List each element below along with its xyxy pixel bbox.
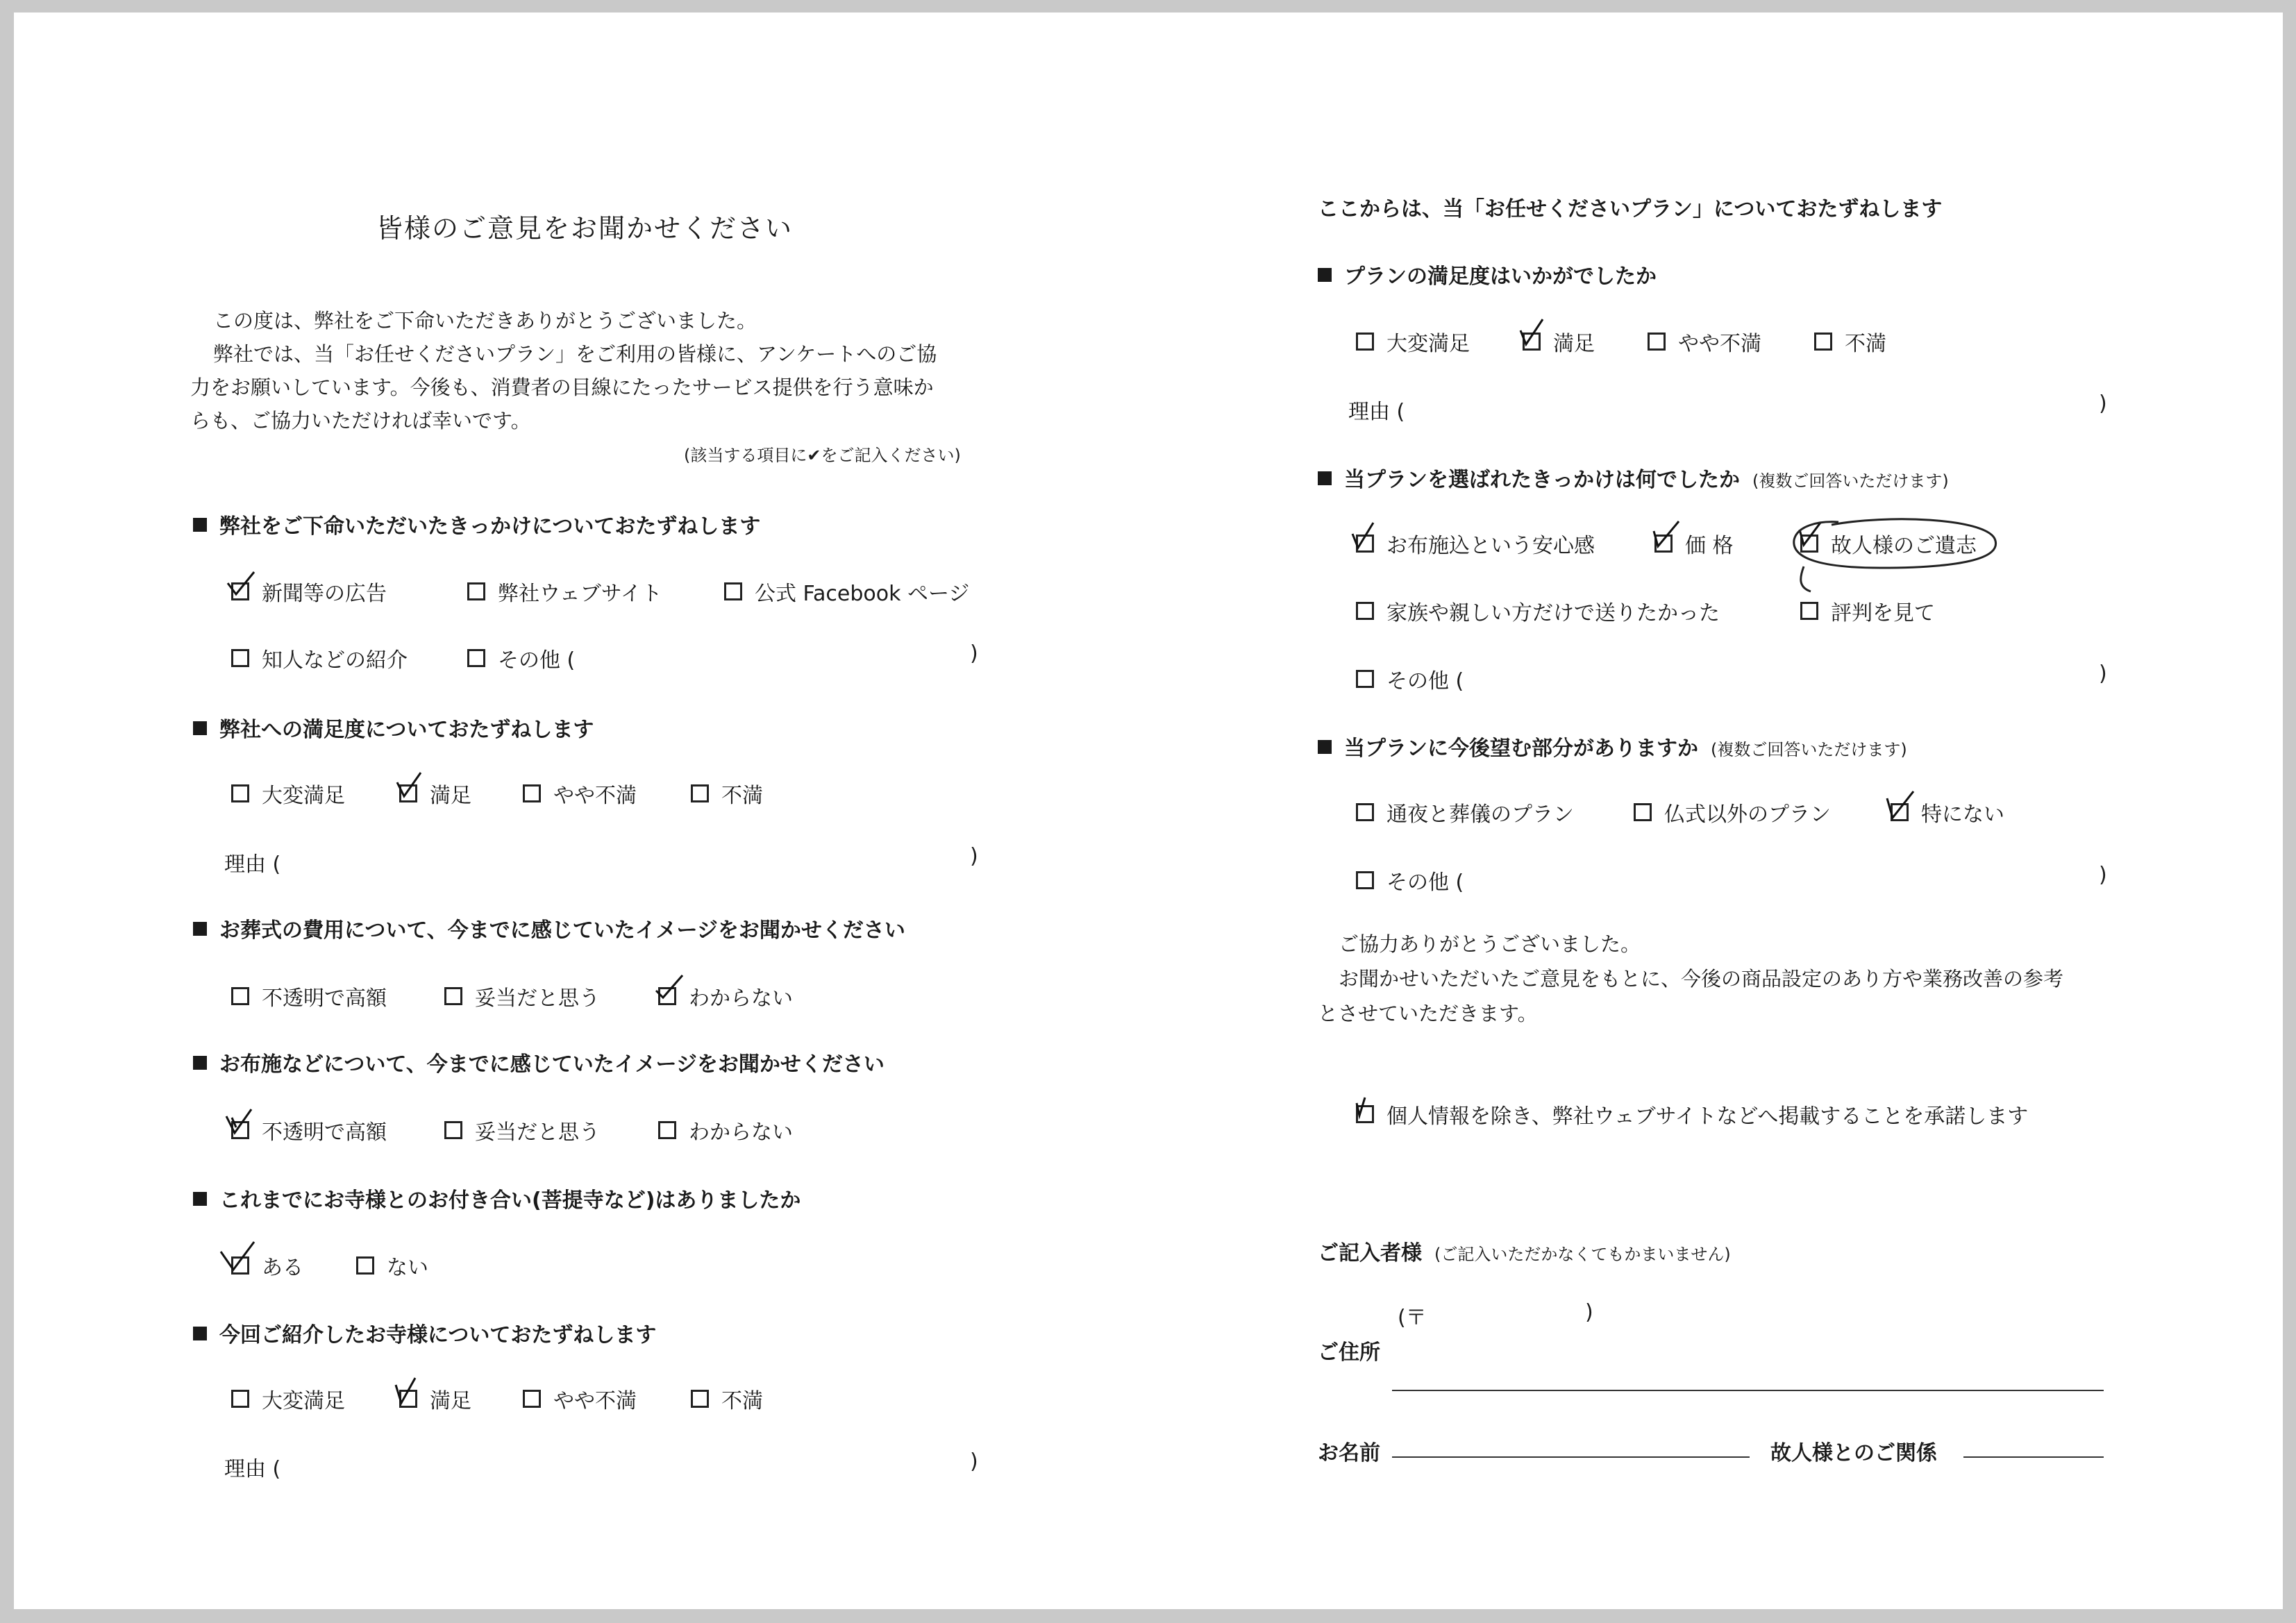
writer-note: (ご記入いただかなくてもかまいません) (1434, 1245, 1731, 1264)
q1-option-referral[interactable] (231, 643, 408, 673)
checkbox[interactable] (1356, 871, 1374, 889)
option-label: 満足 (430, 1389, 471, 1413)
checkmark-icon (226, 571, 257, 598)
q3-label: お葬式の費用について、今までに感じていたイメージをお聞かせください (219, 918, 905, 943)
q8-option-price[interactable] (1654, 528, 1734, 559)
checkbox[interactable] (523, 784, 541, 802)
q4-option-unknown[interactable] (658, 1115, 793, 1145)
bullet-square (193, 518, 207, 532)
q1-heading (193, 509, 760, 539)
name-label: お名前 (1318, 1441, 1380, 1465)
checkbox[interactable] (523, 1390, 541, 1408)
option-label: 不透明で高額 (262, 986, 387, 1011)
option-label: その他 ( (1386, 669, 1464, 693)
checkbox[interactable] (1891, 803, 1909, 821)
checkbox[interactable] (231, 1256, 249, 1275)
checkmark-icon (653, 975, 684, 1003)
writer-heading (1318, 1236, 1731, 1266)
q2-option-satisfied[interactable] (399, 778, 471, 809)
checkmark-icon (1886, 791, 1916, 819)
q7-close-paren: ) (2099, 392, 2107, 416)
q4-heading (193, 1047, 885, 1077)
checkbox[interactable] (1814, 333, 1832, 351)
q7-option-very-satisfied[interactable] (1356, 326, 1470, 357)
q3-heading (193, 913, 905, 943)
handwritten-circle-icon (1783, 511, 2006, 601)
bullet-square (193, 1056, 207, 1070)
q6-close-paren: ) (970, 1449, 978, 1474)
bullet-square (1318, 268, 1332, 282)
checkmark-icon (394, 1378, 425, 1406)
checkbox[interactable] (1356, 333, 1374, 351)
checkbox[interactable] (1654, 535, 1673, 553)
bullet-square (1318, 471, 1332, 485)
checkbox[interactable] (691, 1390, 709, 1408)
option-label: 新聞等の広告 (262, 582, 387, 606)
option-label: 満足 (430, 784, 471, 808)
q7-heading (1318, 259, 1657, 289)
q8-heading (1318, 462, 1949, 493)
checkmark-icon (1351, 523, 1382, 550)
option-label: 大変満足 (262, 784, 345, 808)
checkbox[interactable] (467, 649, 485, 667)
q6-option-unsatisfied[interactable] (691, 1384, 763, 1414)
option-label: 大変満足 (1386, 332, 1470, 356)
q5-option-yes[interactable] (231, 1250, 303, 1281)
q8-option-other[interactable] (1356, 664, 1464, 694)
checkbox[interactable] (444, 987, 462, 1005)
relation-label: 故人様とのご関係 (1770, 1441, 1937, 1465)
option-label: 通夜と葬儀のプラン (1386, 802, 1574, 827)
consent-option[interactable] (1356, 1099, 2028, 1129)
option-label: 家族や親しい方だけで送りたかった (1386, 601, 1720, 625)
q3-option-reasonable[interactable] (444, 981, 600, 1011)
option-label: ない (387, 1256, 428, 1280)
postal-open: (〒 (1398, 1306, 1427, 1330)
q9-label: 当プランに今後望む部分がありますか (1344, 737, 1698, 761)
q1-option-facebook[interactable] (724, 576, 969, 607)
q9-close-paren: ) (2099, 863, 2107, 887)
option-label: わからない (689, 986, 793, 1011)
checkmark-icon (394, 773, 425, 800)
q4-option-reasonable[interactable] (444, 1115, 600, 1145)
option-label: 価 格 (1685, 534, 1734, 558)
checkbox[interactable] (231, 784, 249, 802)
option-label: やや不満 (553, 784, 637, 808)
q8-close-paren: ) (2099, 662, 2107, 686)
checkbox[interactable] (231, 1121, 249, 1139)
bullet-square (193, 721, 207, 735)
checkbox[interactable] (1523, 333, 1541, 351)
q6-option-somewhat-unsatisfied[interactable] (523, 1384, 637, 1414)
q9-option-non-buddhist[interactable] (1634, 797, 1831, 827)
bullet-square (193, 922, 207, 936)
checkbox[interactable] (444, 1121, 462, 1139)
page-title: 皆様のご意見をお聞かせください (376, 213, 794, 244)
bullet-square (193, 1327, 207, 1340)
checkbox[interactable] (231, 649, 249, 667)
q2-option-somewhat-unsatisfied[interactable] (523, 778, 637, 809)
option-label: 特にない (1921, 802, 2004, 827)
writer-label: ご記入者様 (1318, 1241, 1422, 1265)
q2-reason-label[interactable]: 理由 ( (224, 852, 281, 877)
q6-label: 今回ご紹介したお寺様についておたずねします (219, 1323, 657, 1347)
checkbox[interactable] (1356, 1105, 1374, 1123)
option-label: 妥当だと思う (475, 1120, 600, 1145)
q5-label: これまでにお寺様とのお付き合い(菩提寺など)はありましたか (219, 1188, 801, 1213)
consent-label: 個人情報を除き、弊社ウェブサイトなどへ掲載することを承諾します (1386, 1104, 2029, 1129)
option-label: 大変満足 (262, 1389, 345, 1413)
q2-label: 弊社への満足度についておたずねします (219, 718, 594, 742)
option-label: お布施込という安心感 (1386, 534, 1595, 558)
q7-option-somewhat-unsatisfied[interactable] (1648, 326, 1761, 357)
q3-option-opaque[interactable] (231, 981, 387, 1011)
option-label: 不満 (721, 1389, 763, 1413)
checkbox[interactable] (1356, 535, 1374, 553)
option-label: 公式 Facebook ページ (755, 582, 970, 606)
q7-option-unsatisfied[interactable] (1814, 326, 1886, 357)
checkbox[interactable] (1356, 670, 1374, 688)
checkbox[interactable] (1356, 803, 1374, 821)
instruction-note: (該当する項目に✔をご記入ください) (684, 446, 961, 465)
intro-line-4: らも、ご協力いただければ幸いです。 (190, 409, 531, 432)
q8-option-reputation[interactable] (1800, 596, 1935, 626)
plan-section-header: ここからは、当「お任せくださいプラン」についておたずねします (1318, 197, 1943, 221)
intro-line-3: 力をお願いしています。今後も、消費者の目線にたったサービス提供を行う意味か (190, 376, 934, 399)
closing-line-1: ご協力ありがとうございました。 (1339, 932, 1641, 956)
q1-label: 弊社をご下命いただいたきっかけについておたずねします (219, 514, 761, 539)
option-label: 評判を見て (1831, 601, 1935, 625)
q6-option-very-satisfied[interactable] (231, 1384, 345, 1414)
survey-sheet (14, 12, 2283, 1609)
checkmark-icon (1650, 523, 1680, 550)
q5-option-no[interactable] (356, 1250, 428, 1281)
option-label: 満足 (1553, 332, 1595, 356)
bullet-square (193, 1192, 207, 1206)
option-label: やや不満 (1678, 332, 1761, 356)
option-label: 故人様のご遺志 (1831, 534, 1977, 558)
q4-option-opaque[interactable] (231, 1115, 387, 1145)
q9-heading (1318, 731, 1907, 762)
intro-line-2: 弊社では、当「お任せくださいプラン」をご利用の皆様に、アンケートへのご協 (213, 342, 937, 366)
option-label: 不満 (721, 784, 763, 808)
option-label: 仏式以外のプラン (1664, 802, 1831, 827)
option-label: 知人などの紹介 (262, 648, 408, 673)
intro-line-1: この度は、弊社をご下命いただきありがとうございました。 (213, 309, 757, 333)
q2-close-paren: ) (970, 844, 978, 868)
q1-option-other[interactable] (467, 643, 575, 673)
checkmark-icon (226, 1245, 257, 1272)
option-label: 妥当だと思う (475, 986, 600, 1011)
q1-close-paren: ) (970, 641, 978, 666)
checkbox[interactable] (399, 784, 417, 802)
q5-heading (193, 1183, 801, 1213)
q6-option-satisfied[interactable] (399, 1384, 471, 1414)
q9-note: (複数ご回答いただけます) (1711, 740, 1907, 759)
checkmark-icon (226, 1109, 257, 1137)
q9-option-none[interactable] (1891, 797, 2004, 827)
q7-label: プランの満足度はいかがでしたか (1344, 264, 1657, 289)
q6-heading (193, 1318, 656, 1348)
option-label: 弊社ウェブサイト (498, 582, 662, 606)
checkmark-icon (1351, 1093, 1382, 1121)
name-field[interactable] (1392, 1456, 1750, 1458)
option-label: 不満 (1845, 332, 1886, 356)
q8-option-family-only[interactable] (1356, 596, 1720, 626)
q8-note: (複数ご回答いただけます) (1752, 471, 1949, 491)
q3-option-unknown[interactable] (658, 981, 793, 1011)
checkbox[interactable] (231, 582, 249, 600)
checkbox[interactable] (231, 987, 249, 1005)
checkbox[interactable] (724, 582, 742, 600)
q7-option-satisfied[interactable] (1523, 326, 1595, 357)
bullet-square (1318, 740, 1332, 754)
option-label: やや不満 (553, 1389, 637, 1413)
q6-reason-label[interactable]: 理由 ( (224, 1457, 281, 1481)
checkmark-icon (1518, 321, 1548, 348)
checkbox[interactable] (467, 582, 485, 600)
checkbox[interactable] (399, 1390, 417, 1408)
q1-option-newspaper[interactable] (231, 576, 387, 607)
option-label: 不透明で高額 (262, 1120, 387, 1145)
relation-field[interactable] (1963, 1456, 2104, 1458)
option-label: ある (262, 1256, 303, 1280)
q2-option-unsatisfied[interactable] (691, 778, 763, 809)
option-label: その他 ( (498, 648, 576, 673)
address-field[interactable] (1392, 1390, 2104, 1391)
closing-line-2: お聞かせいただいたご意見をもとに、今後の商品設定のあり方や業務改善の参考 (1339, 967, 2064, 991)
checkbox[interactable] (1648, 333, 1666, 351)
address-label: ご住所 (1318, 1340, 1380, 1365)
q1-option-website[interactable] (467, 576, 662, 607)
checkbox[interactable] (1800, 602, 1818, 620)
checkbox[interactable] (231, 1390, 249, 1408)
q7-reason-label[interactable]: 理由 ( (1348, 400, 1405, 424)
q4-label: お布施などについて、今までに感じていたイメージをお聞かせください (219, 1052, 885, 1077)
q8-label: 当プランを選ばれたきっかけは何でしたか (1344, 468, 1740, 492)
postal-close: ) (1585, 1300, 1593, 1325)
q2-option-very-satisfied[interactable] (231, 778, 345, 809)
checkbox[interactable] (1356, 602, 1374, 620)
q8-option-peace-of-mind[interactable] (1356, 528, 1595, 559)
checkbox[interactable] (1634, 803, 1652, 821)
option-label: わからない (689, 1120, 793, 1145)
q2-heading (193, 712, 594, 743)
closing-line-3: とさせていただきます。 (1318, 1002, 1538, 1025)
option-label: その他 ( (1386, 871, 1464, 895)
checkbox[interactable] (658, 1121, 676, 1139)
q9-option-other[interactable] (1356, 865, 1464, 895)
q9-option-wake-funeral[interactable] (1356, 797, 1574, 827)
checkbox[interactable] (356, 1256, 374, 1275)
checkbox[interactable] (691, 784, 709, 802)
checkbox[interactable] (658, 987, 676, 1005)
